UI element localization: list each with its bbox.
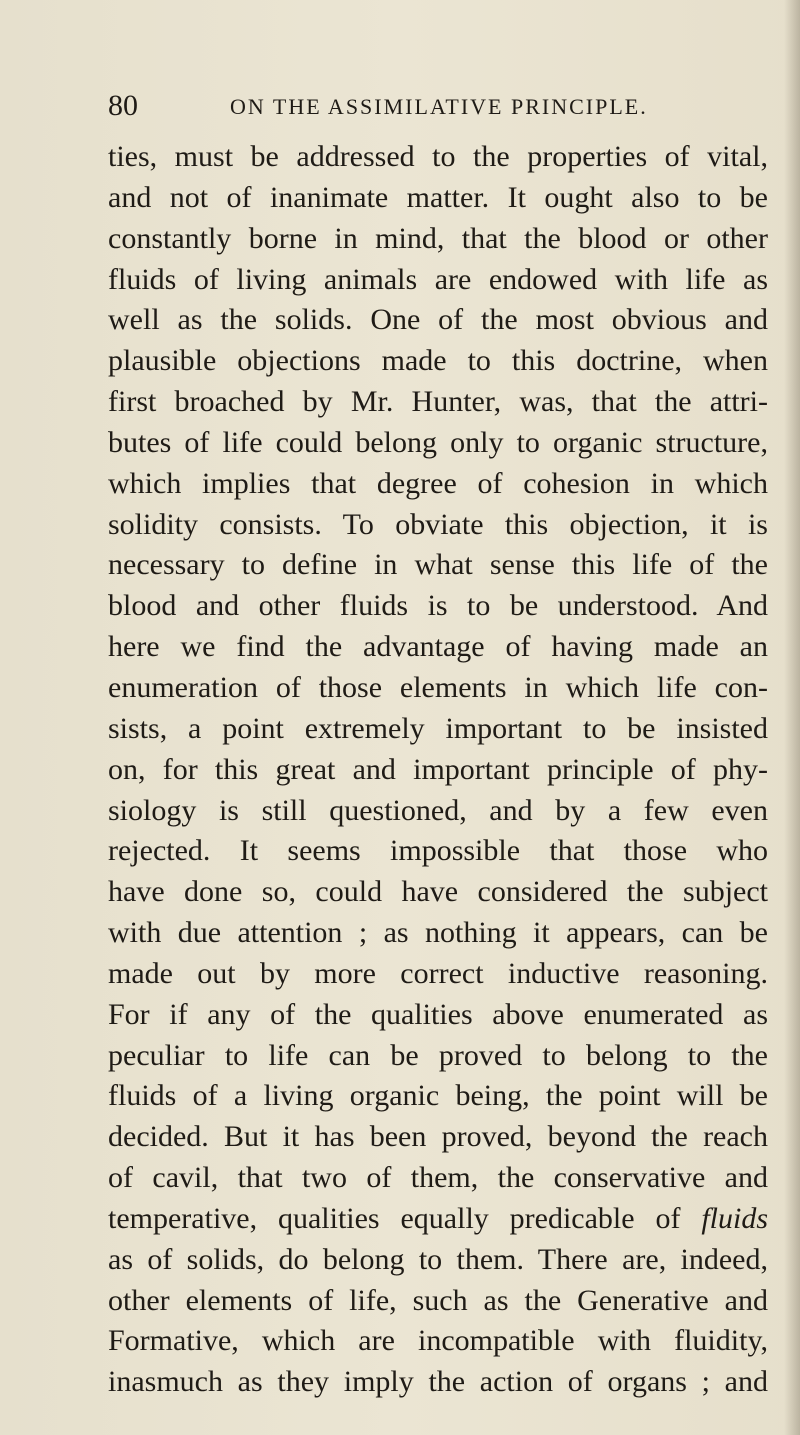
text-line: made out by more correct inductive reasoning. (108, 956, 768, 990)
text-line-segment: temperative, qualities equally predicable of (108, 1201, 681, 1235)
text-line: constantly borne in mind, that the blood or other (108, 221, 768, 255)
text-line: blood and other fluids is to be understood. And (108, 589, 768, 623)
text-line: which implies that degree of cohesion in which (108, 466, 768, 500)
text-line: plausible objections made to this doctrine, when (108, 344, 768, 378)
text-line: fluids of living animals are endowed with life as (108, 262, 768, 296)
italic-word: fluids (701, 1201, 769, 1235)
text-line: other elements of life, such as the Generative and (108, 1283, 768, 1317)
running-head: ON THE ASSIMILATIVE PRINCIPLE. (230, 94, 648, 119)
text-line: well as the solids. One of the most obvious and (108, 303, 768, 337)
text-line: fluids of a living organic being, the point will be (108, 1079, 768, 1113)
body-text (108, 137, 768, 1403)
page-number: 80 (108, 89, 138, 122)
text-line: necessary to define in what sense this life of the (108, 548, 768, 582)
text-line: inasmuch as they imply the action of organs ; and (108, 1365, 768, 1399)
text-line: butes of life could belong only to organic structure, (108, 425, 768, 459)
text-line: siology is still questioned, and by a few even (108, 793, 768, 827)
text-line: solidity consists. To obviate this objection, it is (108, 507, 768, 541)
text-line: on, for this great and important principle of phy- (108, 752, 768, 786)
text-line: peculiar to life can be proved to belong to the (108, 1038, 768, 1072)
text-line: with due attention ; as nothing it appears, can be (108, 916, 768, 950)
text-line: sists, a point extremely important to be insisted (108, 711, 768, 745)
text-line: For if any of the qualities above enumerated as (108, 997, 768, 1031)
text-line: as of solids, do belong to them. There are, indeed, (108, 1242, 768, 1276)
text-line: rejected. It seems impossible that those who (108, 834, 768, 868)
page-edge-shadow (784, 0, 800, 1435)
text-line: Formative, which are incompatible with fluidity, (108, 1324, 768, 1358)
text-line: ties, must be addressed to the properties of vital, (108, 140, 768, 173)
page-header (108, 88, 728, 128)
text-line: here we find the advantage of having made an (108, 630, 768, 664)
text-line-with-italic (108, 1199, 768, 1240)
text-line: enumeration of those elements in which life con- (108, 670, 768, 704)
text-line: have done so, could have considered the subject (108, 875, 768, 909)
text-line: of cavil, that two of them, the conservative and (108, 1161, 768, 1195)
text-line: and not of inanimate matter. It ought also to be (108, 180, 768, 214)
text-line: decided. But it has been proved, beyond the reach (108, 1120, 768, 1154)
text-line: first broached by Mr. Hunter, was, that the attri- (108, 385, 768, 419)
